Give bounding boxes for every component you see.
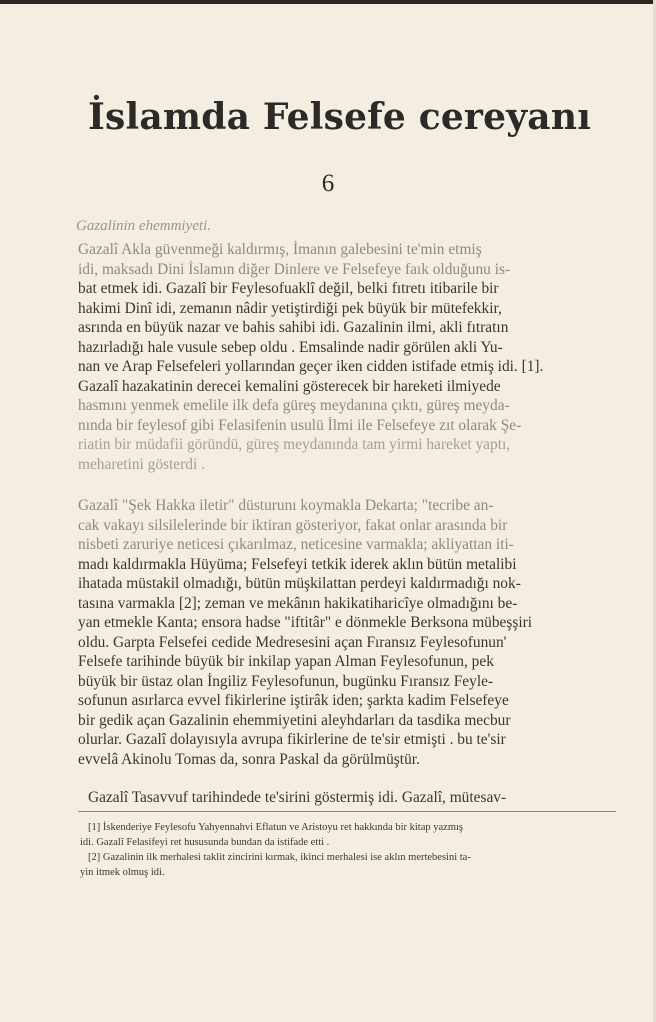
paragraph-line: ihatada müstakil olmadığı, bütün müşkilattan perdeyi kaldırmadığı nok- — [78, 575, 521, 592]
paragraph-line: tasına varmakla [2]; zeman ve mekânın hakikatiharicîye olmadığını be- — [78, 594, 518, 612]
paragraph-line: nında bir feylesof gibi Felasifenin usulü İlmi ile Felsefeye zıt olarak Şe- — [78, 416, 522, 434]
paragraph-line: riatin bir müdafii göründü, güreş meydanında tam yirmi hareket yaptı, — [78, 436, 511, 453]
paragraph-line: Gazalî Akla güvenmeği kaldırmış, İmanın galebesini te'min etmiş — [78, 241, 482, 258]
paragraph-line: hazırladığı hale vusule sebep oldu . Emsalinde nadir görülen akli Yu- — [78, 338, 503, 356]
paragraph-line: bat etmek idi. Gazalî bir Feylesofuaklî değil, belki fıtretı itibarile bir — [78, 280, 499, 297]
top-edge-line — [0, 0, 656, 4]
paragraph-line: evvelâ Akinolu Tomas da, sonra Paskal da görülmüştür. — [78, 750, 420, 768]
paragraph-line: oldu. Garpta Felsefei cedide Medresesini açan Fıransız Feylesofunun' — [78, 633, 507, 651]
page-number: 6 — [321, 170, 335, 197]
paragraph-line: yan etmekle Kanta; ensora hadse "iftitâr" e dönmekle Berksona mübeşşiri — [78, 614, 533, 631]
paragraph-line: hakimi Dinî idi, zemanın nâdir yetiştirdiği pek büyük bir mütefekkir, — [78, 299, 502, 317]
paragraph-1 — [78, 240, 616, 474]
paragraph-line: Gazalî "Şek Hakka iletir" düsturunı koymakla Dekarta; "tecribe an- — [78, 497, 494, 514]
paragraph-line: hasmını yenmek emelile ilk defa güreş meydanına çıktı, güreş meyda- — [78, 397, 510, 414]
footnote-divider — [78, 811, 616, 812]
paragraph-line: olurlar. Gazalî dolayısıyla avrupa fikirlerine de te'sir etmişti . bu te'sir — [78, 731, 506, 748]
paragraph-line: Felsefe tarihinde büyük bir inkilap yapan Alman Feylesofunun, pek — [78, 653, 494, 670]
paragraph-line: madı kaldırmakla Hüyüma; Felsefeyi tetkik iderek aklın bütün metalibi — [78, 555, 517, 573]
paragraph-line: cak vakayı silsilelerinde bir iktiran gösteriyor, fakat onlar arasında bir — [78, 516, 508, 534]
paragraph-line: sofunun asırlarca evvel fikirlerine iştirâk iden; şarkta kadim Felsefeye — [78, 692, 509, 709]
paragraph-line: meharetini gösterdi . — [78, 455, 205, 473]
footnote-line: [2] Gazalinin ilk merhalesi taklit zincirini kırmak, ikinci merhalesi ise aklın mertebesini ta- — [88, 852, 471, 863]
paragraph-3 — [78, 788, 616, 808]
paragraph-line: büyük bir üstaz olan İngiliz Feylesofunun, bugünku Fıransız Feyle- — [78, 672, 494, 690]
page-title: İslamda Felsefe cereyanı — [88, 96, 592, 138]
paragraph-line: Gazalî hazakatinin derecei kemalini gösterecek bir hareketi ilmiyede — [78, 377, 501, 395]
paragraph-line: nisbeti zaruriye neticesi çıkarılmaz, neticesine varmakla; akliyattan iti- — [78, 536, 514, 553]
footnote-line: yin itmek olmuş idi. — [80, 867, 165, 878]
paragraph-2 — [78, 496, 616, 769]
footnotes — [80, 820, 618, 880]
section-heading: Gazalinin ehemmiyeti. — [76, 218, 211, 234]
footnote-line: idi. Gazalî Felasifeyi ret hususunda bundan da istifade etti . — [80, 837, 330, 848]
footnote-line: [1] İskenderiye Feylesofu Yahyennahvi Eflatun ve Aristoyu ret hakkında bir kitap yazmış — [88, 822, 463, 833]
paragraph-line: nan ve Arap Felsefeleri yollarından geçer iken cidden istifade etmiş idi. [1]. — [78, 358, 544, 375]
paragraph-line: idi, maksadı Dini İslamın diğer Dinlere ve Felsefeye faık olduğunu is- — [78, 260, 511, 278]
paragraph-line: bir gedik açan Gazalinin ehemmiyetini aleyhdarları da tasdika mecbur — [78, 711, 511, 729]
paragraph-line: Gazalî Tasavvuf tarihindede te'sirini göstermiş idi. Gazalî, mütesav- — [88, 789, 507, 806]
paragraph-line: asrında en büyük nazar ve bahis sahibi idi. Gazalinin ilmi, akli fıtratın — [78, 319, 509, 336]
